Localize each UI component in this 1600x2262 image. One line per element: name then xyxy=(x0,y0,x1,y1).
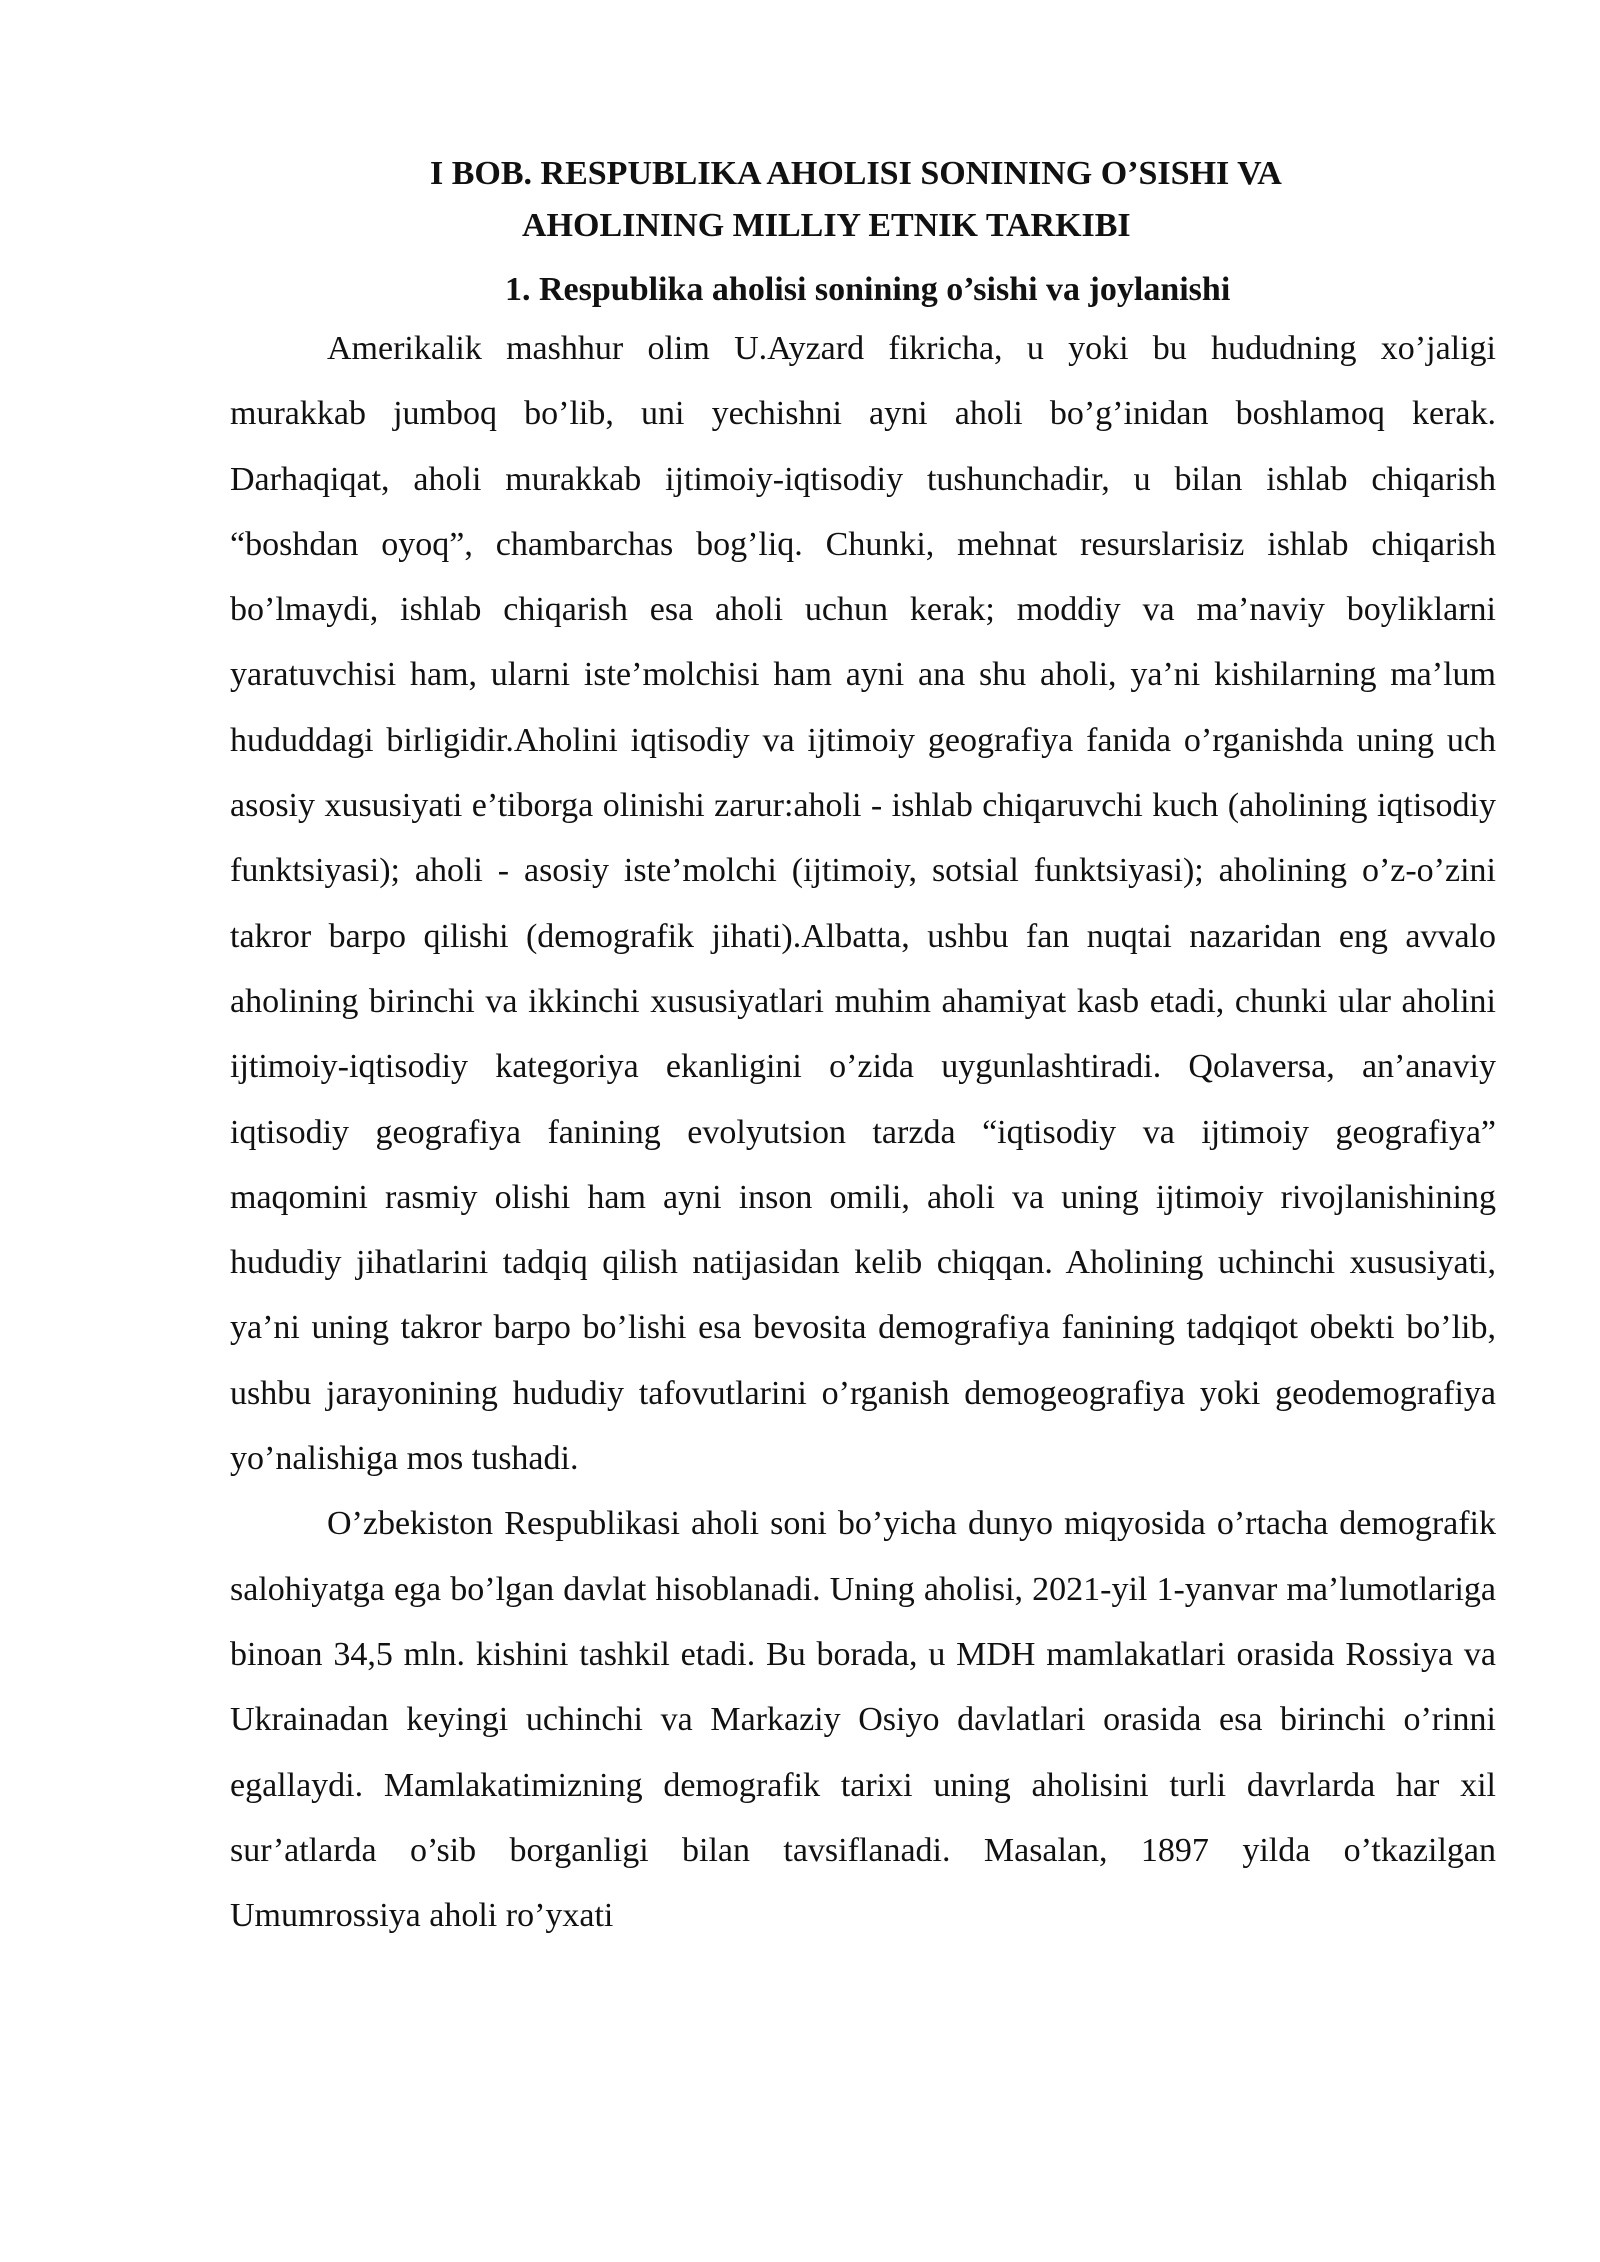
section-title: 1. Respublika aholisi sonining o’sishi va joylanishi xyxy=(505,271,1231,308)
body-paragraph-1: Amerikalik mashhur olim U.Ayzard fikricha, u yoki bu hududning xo’jaligi murakkab jumboq bo’lib, uni yechishni ayni aholi bo’g’inidan boshlamoq kerak. Darhaqiqat, aholi murakkab ijtimoiy-iqtisodiy tushunchadir, u bilan ishlab chiqarish “boshdan oyoq”, chambarchas bog’liq. Chunki, mehnat resurslarisiz ishlab chiqarish bo’lmaydi, ishlab chiqarish esa aholi uchun kerak; moddiy va ma’naviy boyliklarni yaratuvchisi ham, ularni iste’molchisi ham ayni ana shu aholi, ya’ni kishilarning ma’lum hududdagi birligidir.Aholini iqtisodiy va ijtimoiy geografiya fanida o’rganishda uning uch asosiy xususiyati e’tiborga olinishi zarur:aholi - ishlab chiqaruvchi kuch (aholining iqtisodiy funktsiyasi); aholi - asosiy iste’molchi (ijtimoiy, sotsial funktsiyasi); aholining o’z-o’zini takror barpo qilishi (demografik jihati).Albatta, ushbu fan nuqtai nazaridan eng avvalo aholining birinchi va ikkinchi xususiyatlari muhim ahamiyat kasb etadi, chunki ular aholini ijtimoiy-iqtisodiy kategoriya ekanligini o’zida uygunlashtiradi. Qolaversa, an’anaviy iqtisodiy geografiya fanining evolyutsion tarzda “iqtisodiy va ijtimoiy geografiya” maqomini rasmiy olishi ham ayni inson omili, aholi va uning ijtimoiy rivojlanishining hududiy jihatlarini tadqiq qilish natijasidan kelib chiqqan. Aholining uchinchi xususiyati, ya’ni uning takror barpo bo’lishi esa bevosita demografiya fanining tadqiqot obekti bo’lib, ushbu jarayonining hududiy tafovutlarini o’rganish demogeografiya yoki geodemografiya yo’nalishiga mos tushadi. xyxy=(230,330,1496,1478)
body-paragraph-2: O’zbekiston Respublikasi aholi soni bo’yicha dunyo miqyosida o’rtacha demografik salohiyatga ega bo’lgan davlat hisoblanadi. Uning aholisi, 2021-yil 1-yanvar ma’lumotlariga binoan 34,5 mln. kishini tashkil etadi. Bu borada, u MDH mamlakatlari orasida Rossiya va Ukrainadan keyingi uchinchi va Markaziy Osiyo davlatlari orasida esa birinchi o’rinni egallaydi. Mamlakatimizning demografik tarixi uning aholisini turli davrlarda har xil sur’atlarda o’sib borganligi bilan tavsiflanadi. Masalan, 1897 yilda o’tkazilgan Umumrossiya aholi ro’yxati xyxy=(230,1505,1496,1935)
chapter-title-line-1: I BOB. RESPUBLIKA AHOLISI SONINING O’SISHI VA xyxy=(430,155,1282,192)
chapter-title-line-2: AHOLINING MILLIY ETNIK TARKIBI xyxy=(522,207,1131,244)
document-page xyxy=(230,148,1496,1948)
